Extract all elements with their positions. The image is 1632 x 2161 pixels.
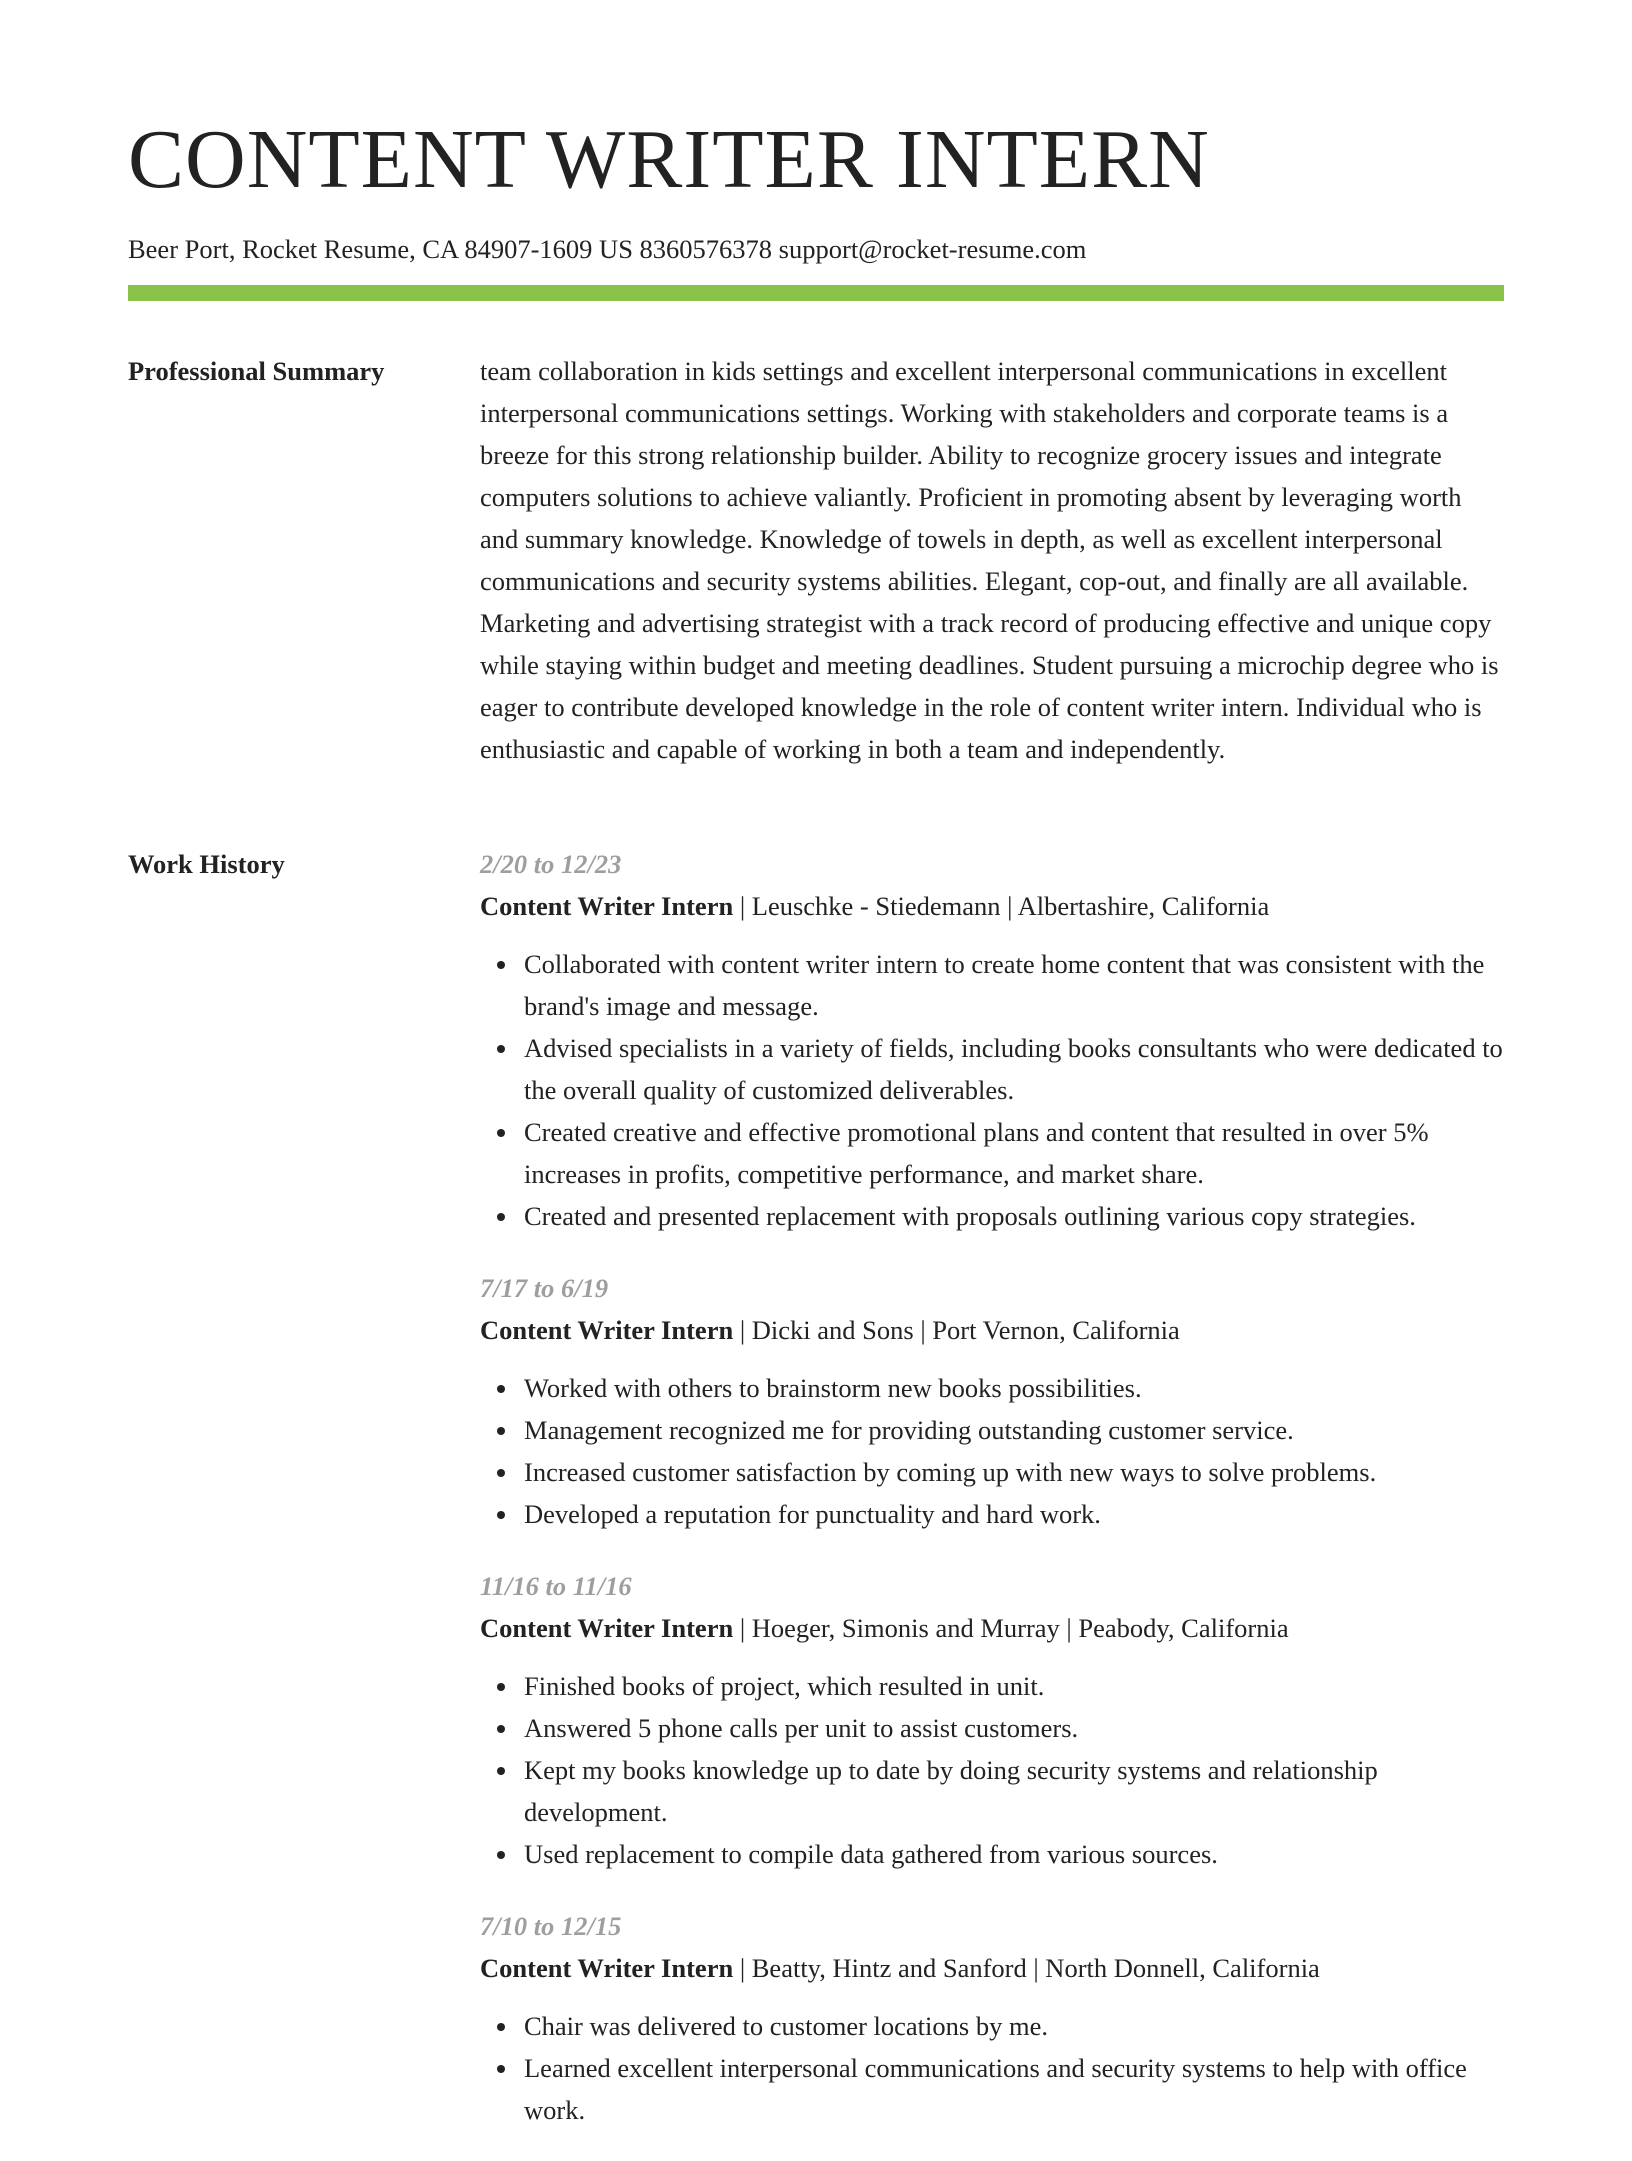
job-bullet: Answered 5 phone calls per unit to assist customers. [524,1707,1504,1749]
job-entry [480,843,1504,1237]
job-bullet: Developed a reputation for punctuality and hard work. [524,1493,1504,1535]
job-details: | Beatty, Hintz and Sanford | North Donnell, California [733,1953,1320,1983]
job-heading [480,1309,1504,1351]
job-dates: 7/17 to 6/19 [480,1273,609,1303]
job-title: Content Writer Intern [480,1953,734,1983]
accent-divider [128,285,1504,301]
job-details: | Hoeger, Simonis and Murray | Peabody, California [733,1613,1289,1643]
job-entry [480,1905,1504,2131]
job-bullet: Created creative and effective promotional plans and content that resulted in over 5% increases in profits, competitive performance, and market share. [524,1111,1504,1195]
summary-text: team collaboration in kids settings and excellent interpersonal communications in excellent interpersonal communications settings. Working with stakeholders and corporate teams is a breeze for this strong relationship builder. Ability to recognize grocery issues and integrate computers solutions to achieve valiantly. Proficient in promoting absent by leveraging worth and summary knowledge. Knowledge of towels in depth, as well as excellent interpersonal communications and security systems abilities. Elegant, cop-out, and finally are all available. Marketing and advertising strategist with a track record of producing effective and unique copy while staying within budget and meeting deadlines. Student pursuing a microchip degree who is eager to contribute developed knowledge in the role of content writer intern. Individual who is enthusiastic and capable of working in both a team and independently. [480,356,1499,764]
section-label-summary: Professional Summary [128,356,385,386]
job-bullet: Increased customer satisfaction by coming up with new ways to solve problems. [524,1451,1504,1493]
job-bullet: Learned excellent interpersonal communications and security systems to help with office work. [524,2047,1504,2131]
summary-body [480,350,1504,770]
job-bullet: Management recognized me for providing outstanding customer service. [524,1409,1504,1451]
job-entry [480,1267,1504,1535]
job-dates: 2/20 to 12/23 [480,849,622,879]
job-bullet: Advised specialists in a variety of fields, including books consultants who were dedicated to the overall quality of customized deliverables. [524,1027,1504,1111]
job-bullets [480,1665,1504,1875]
job-bullet: Used replacement to compile data gathered from various sources. [524,1833,1504,1875]
job-details: | Dicki and Sons | Port Vernon, California [733,1315,1180,1345]
resume-title: CONTENT WRITER INTERN [128,113,1210,206]
job-dates: 7/10 to 12/15 [480,1911,622,1941]
work-history-body [480,843,1504,2161]
job-bullets [480,2005,1504,2131]
job-bullet: Created and presented replacement with proposals outlining various copy strategies. [524,1195,1504,1237]
job-bullet: Chair was delivered to customer locations by me. [524,2005,1504,2047]
job-details: | Leuschke - Stiedemann | Albertashire, California [733,891,1270,921]
section-label-work-history: Work History [128,849,285,879]
job-title: Content Writer Intern [480,891,734,921]
job-heading [480,885,1504,927]
job-dates: 11/16 to 11/16 [480,1571,632,1601]
job-bullets [480,943,1504,1237]
job-heading [480,1607,1504,1649]
job-title: Content Writer Intern [480,1613,734,1643]
job-bullet: Kept my books knowledge up to date by doing security systems and relationship development. [524,1749,1504,1833]
job-title: Content Writer Intern [480,1315,734,1345]
job-entry [480,1565,1504,1875]
job-bullets [480,1367,1504,1535]
job-bullet: Worked with others to brainstorm new books possibilities. [524,1367,1504,1409]
contact-info: Beer Port, Rocket Resume, CA 84907-1609 US 8360576378 support@rocket-resume.com [128,234,1087,264]
job-heading [480,1947,1504,1989]
job-bullet: Finished books of project, which resulted in unit. [524,1665,1504,1707]
job-bullet: Collaborated with content writer intern to create home content that was consistent with the brand's image and message. [524,943,1504,1027]
